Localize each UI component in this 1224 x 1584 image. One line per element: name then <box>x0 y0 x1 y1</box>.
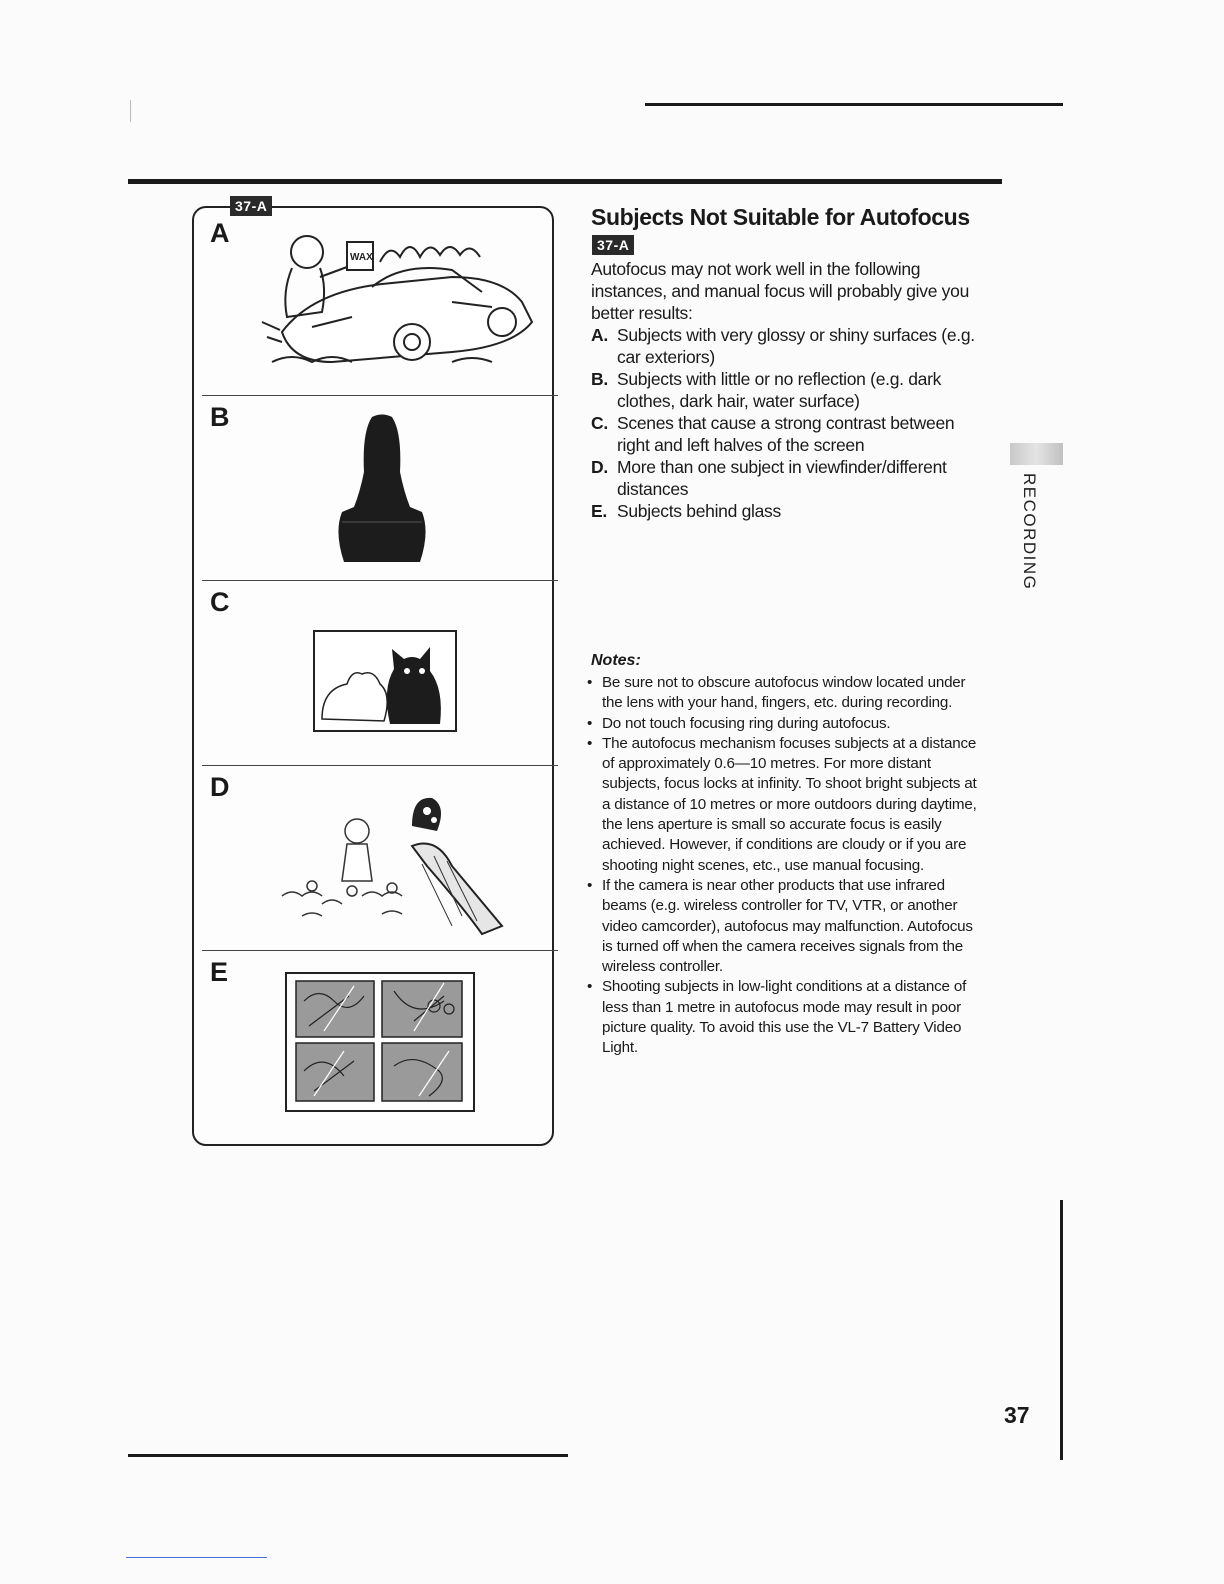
panel-letter-a: A <box>210 218 230 248</box>
list-item: C. Scenes that cause a strong contrast between right and left halves of the screen <box>591 413 955 455</box>
footer-rule <box>128 1454 568 1457</box>
page-number: 37 <box>1004 1402 1030 1428</box>
list-item: B. Subjects with little or no reflection (e.g. dark clothes, dark hair, water surface) <box>591 369 942 411</box>
intro-paragraph: Autofocus may not work well in the following instances, and manual focus will probably give you better results: <box>591 259 969 323</box>
notes-heading: Notes: <box>591 652 641 669</box>
bullet-icon: • <box>587 734 593 752</box>
list-item: D. More than one subject in viewfinder/different distances <box>591 457 947 499</box>
figure-panel-b <box>202 396 558 578</box>
section-rule <box>128 179 1002 184</box>
note-item: • Be sure not to obscure autofocus window located under the lens with your hand, fingers, etc. during recording. <box>587 674 966 712</box>
bullet-icon: • <box>587 876 593 894</box>
car-polishing-illustration <box>252 222 552 392</box>
unsuitable-subjects-list <box>591 324 991 522</box>
section-title: Subjects Not Suitable for Autofocus <box>591 204 970 230</box>
dark-haired-woman-illustration <box>332 412 432 562</box>
bullet-icon: • <box>587 714 593 732</box>
bullet-icon: • <box>587 978 593 996</box>
subjects-behind-glass-illustration <box>284 971 476 1113</box>
figure-tag: 37-A <box>230 196 272 216</box>
panel-letter-e: E <box>210 957 229 987</box>
note-item: • The autofocus mechanism focuses subjects at a distance of approximately 0.6—10 metres. For more distant subjects, focus locks at infinity. To shoot bright subjects at a distance of 10 metres or more outdoors during daytime, the lens aperture is small so accurate focus is easily achieved. However, if conditions are cloudy or if you are shooting night scenes, etc., use manual focusing. <box>587 734 977 874</box>
svg-text:WAX: WAX <box>350 252 373 263</box>
bullet-icon: • <box>587 674 593 691</box>
scan-artifact-line <box>126 1557 267 1558</box>
section-figure-tag: 37-A <box>592 235 634 255</box>
list-item: A. Subjects with very glossy or shiny surfaces (e.g. car exteriors) <box>591 325 975 367</box>
margin-tick <box>130 100 131 122</box>
chapter-tab-marker <box>1010 443 1063 465</box>
two-cats-contrast-illustration <box>312 629 458 733</box>
figure-panel-c <box>202 581 558 763</box>
note-item: • Do not touch focusing ring during autofocus. <box>586 714 986 734</box>
panel-letter-c: C <box>210 587 230 617</box>
note-item: • Shooting subjects in low-light conditions at a distance of less than 1 metre in autofocus mode may result in poor picture quality. To avoid this use the VL-7 Battery Video Light. <box>587 978 967 1057</box>
panel-letter-b: B <box>210 402 230 432</box>
girl-and-butterfly-illustration <box>262 786 512 936</box>
panel-letter-d: D <box>210 772 230 802</box>
note-item: • If the camera is near other products that use infrared beams (e.g. wireless controller for TV, VTR, or another video camcorder), autofocus may malfunction. Autofocus is turned off when the camera receives signals from the wireless controller. <box>587 876 973 976</box>
chapter-side-label: RECORDING <box>1020 473 1039 591</box>
header-rule <box>645 103 1063 106</box>
figure-panel-e <box>202 951 558 1141</box>
figure-panel-a <box>202 212 558 394</box>
notes-list <box>586 673 986 1059</box>
right-margin-rule <box>1060 1200 1063 1460</box>
list-item: E. Subjects behind glass <box>591 501 781 521</box>
figure-panel-d <box>202 766 558 948</box>
